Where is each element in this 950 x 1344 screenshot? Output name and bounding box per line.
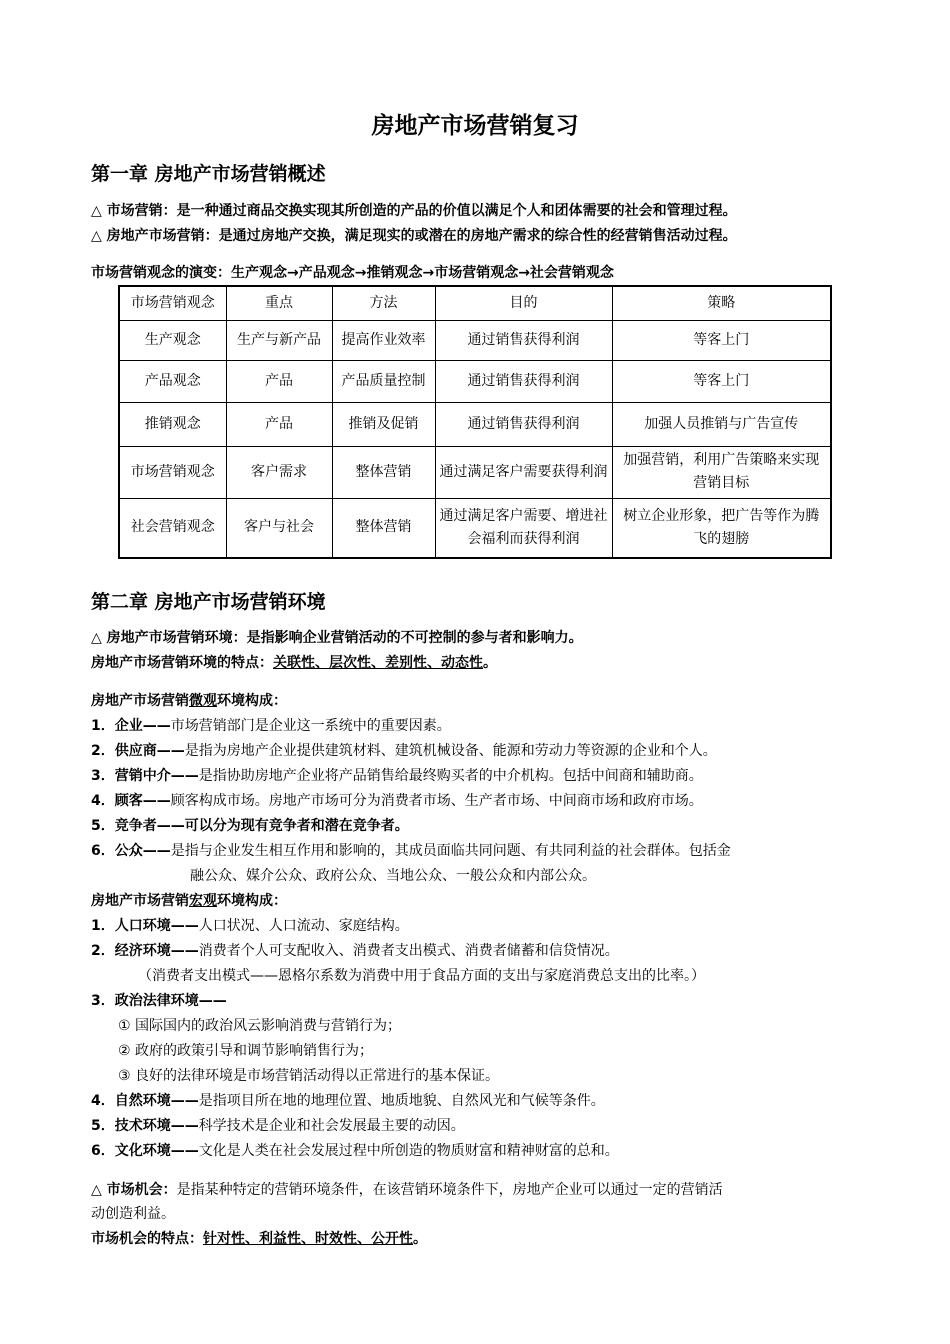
item-description: 顾客构成市场。房地产市场可分为消费者市场、生产者市场、中间商市场和政府市场。 [170,793,703,809]
table-header-cell: 目的 [435,286,612,320]
micro-item [91,715,451,737]
item-number: 1． [91,918,115,934]
macro-item [91,940,619,962]
opportunity-label: △ 市场机会： [91,1182,177,1198]
macro-item [91,990,227,1012]
micro-title-suffix: 环境构成： [217,693,287,709]
item-term: 经济环境—— [114,943,199,959]
item-term: 技术环境—— [114,1118,199,1134]
table-header-cell: 市场营销观念 [119,286,226,320]
table-row [119,320,831,360]
item-number: 2． [91,743,115,759]
item-term: 顾客—— [114,793,171,809]
politics-sub-item: ③ 良好的法律环境是市场营销活动得以正常进行的基本保证。 [118,1068,499,1084]
item-number: 6． [91,843,115,859]
table-cell: 产品 [226,402,332,446]
item-number: 6． [91,1143,115,1159]
table-cell: 加强营销，利用广告策略来实现营销目标 [612,446,831,498]
item-term: 政治法律环境—— [114,993,227,1009]
item-term: 人口环境—— [114,918,199,934]
table-header-row [119,286,831,320]
opportunity-description: 是指某种特定的营销环境条件，在该营销环境条件下，房地产企业可以通过一定的营销活 [176,1182,723,1198]
item-number: 3． [91,768,115,784]
item-description: 是指为房地产企业提供建筑材料、建筑机械设备、能源和劳动力等资源的企业和个人。 [184,743,717,759]
definition-real-estate-marketing: △ 房地产市场营销：是通过房地产交换，满足现实的或潜在的房地产需求的综合性的经营销售活动过程。 [91,228,737,244]
table-row [119,402,831,446]
micro-item [91,790,703,812]
item-description: 人口状况、人口流动、家庭结构。 [198,918,409,934]
table-cell: 推销观念 [119,402,226,446]
item-term: 供应商—— [114,743,185,759]
item-description: 科学技术是企业和社会发展最主要的动因。 [198,1118,465,1134]
table-cell: 通过销售获得利润 [435,402,612,446]
macro-environment-title [91,890,287,912]
table-cell: 产品质量控制 [332,360,435,402]
table-cell: 推销及促销 [332,402,435,446]
opportunity-features-label: 市场机会的特点： [91,1231,203,1247]
item-description: 是指与企业发生相互作用和影响的，其成员面临共同问题、有共同利益的社会群体。包括金 [170,843,731,859]
item-number: 2． [91,943,115,959]
market-opportunity-continuation: 动创造利益。 [91,1206,175,1222]
politics-sub-item: ② 政府的政策引导和调节影响销售行为； [118,1043,373,1059]
table-cell: 生产与新产品 [226,320,332,360]
concept-evolution: 市场营销观念的演变：生产观念→产品观念→推销观念→市场营销观念→社会营销观念 [91,265,614,281]
table-header-cell: 方法 [332,286,435,320]
item-number: 4． [91,793,115,809]
opportunity-features [91,1228,427,1250]
item-number: 5． [91,1118,115,1134]
chapter2-heading: 第二章 房地产市场营销环境 [91,591,326,613]
period: 。 [413,1231,427,1247]
item-description: 是指项目所在地的地理位置、地质地貌、自然风光和气候等条件。 [198,1093,605,1109]
politics-sub-item: ① 国际国内的政治风云影响消费与营销行为； [118,1018,401,1034]
table-cell: 通过满足客户需要、增进社会福利而获得利润 [435,498,612,558]
item-number: 3． [91,993,115,1009]
item-number: 4． [91,1093,115,1109]
features-value: 关联性、层次性、差别性、动态性 [273,655,483,671]
item-term: 自然环境—— [114,1093,199,1109]
item-term: 公众—— [114,843,171,859]
table-cell: 通过销售获得利润 [435,320,612,360]
micro-item-continuation: 融公众、媒介公众、政府公众、当地公众、一般公众和内部公众。 [190,868,596,884]
item-term: 营销中介—— [114,768,199,784]
macro-title-underlined: 宏观 [189,893,217,909]
item-term: 竞争者——可以分为现有竞争者和潜在竞争者。 [114,818,409,834]
micro-item [91,765,703,787]
item-number: 5． [91,818,115,834]
table-cell: 整体营销 [332,446,435,498]
table-cell: 客户与社会 [226,498,332,558]
engel-note: （消费者支出模式——恩格尔系数为消费中用于食品方面的支出与家庭消费总支出的比率。） [138,968,705,984]
macro-item [91,1115,465,1137]
item-number: 1． [91,718,115,734]
definition-marketing: △ 市场营销：是一种通过商品交换实现其所创造的产品的价值以满足个人和团体需要的社会和管理过程。 [91,203,737,219]
table-row [119,360,831,402]
features-label: 房地产市场营销环境的特点： [91,655,273,671]
micro-item [91,815,409,837]
marketing-concepts-table [118,285,832,559]
micro-title-underlined: 微观 [189,693,217,709]
macro-item [91,915,409,937]
document-title: 房地产市场营销复习 [371,113,579,139]
macro-item [91,1140,619,1162]
macro-title-prefix: 房地产市场营销 [91,893,189,909]
table-cell: 客户需求 [226,446,332,498]
market-opportunity-definition [91,1179,723,1201]
table-cell: 通过满足客户需要获得利润 [435,446,612,498]
table-cell: 树立企业形象，把广告等作为腾飞的翅膀 [612,498,831,558]
table-cell: 提高作业效率 [332,320,435,360]
table-cell: 加强人员推销与广告宣传 [612,402,831,446]
table-row [119,498,831,558]
table-cell: 等客上门 [612,360,831,402]
table-cell: 生产观念 [119,320,226,360]
table-header-cell: 重点 [226,286,332,320]
period: 。 [483,655,497,671]
item-description: 消费者个人可支配收入、消费者支出模式、消费者储蓄和信贷情况。 [198,943,619,959]
opportunity-features-value: 针对性、利益性、时效性、公开性 [203,1231,413,1247]
micro-item [91,840,731,862]
macro-item [91,1090,605,1112]
environment-features [91,652,497,674]
table-cell: 社会营销观念 [119,498,226,558]
micro-title-prefix: 房地产市场营销 [91,693,189,709]
chapter1-heading: 第一章 房地产市场营销概述 [91,163,326,185]
item-description: 文化是人类在社会发展过程中所创造的物质财富和精神财富的总和。 [198,1143,619,1159]
table-cell: 市场营销观念 [119,446,226,498]
item-term: 文化环境—— [114,1143,199,1159]
micro-item [91,740,717,762]
table-row [119,446,831,498]
definition-environment: △ 房地产市场营销环境：是指影响企业营销活动的不可控制的参与者和影响力。 [91,630,583,646]
macro-title-suffix: 环境构成： [217,893,287,909]
table-header-cell: 策略 [612,286,831,320]
table-cell: 通过销售获得利润 [435,360,612,402]
table-cell: 产品观念 [119,360,226,402]
item-term: 企业—— [114,718,171,734]
micro-environment-title [91,690,287,712]
table-cell: 等客上门 [612,320,831,360]
table-cell: 整体营销 [332,498,435,558]
table-cell: 产品 [226,360,332,402]
item-description: 市场营销部门是企业这一系统中的重要因素。 [170,718,451,734]
item-description: 是指协助房地产企业将产品销售给最终购买者的中介机构。包括中间商和辅助商。 [198,768,703,784]
